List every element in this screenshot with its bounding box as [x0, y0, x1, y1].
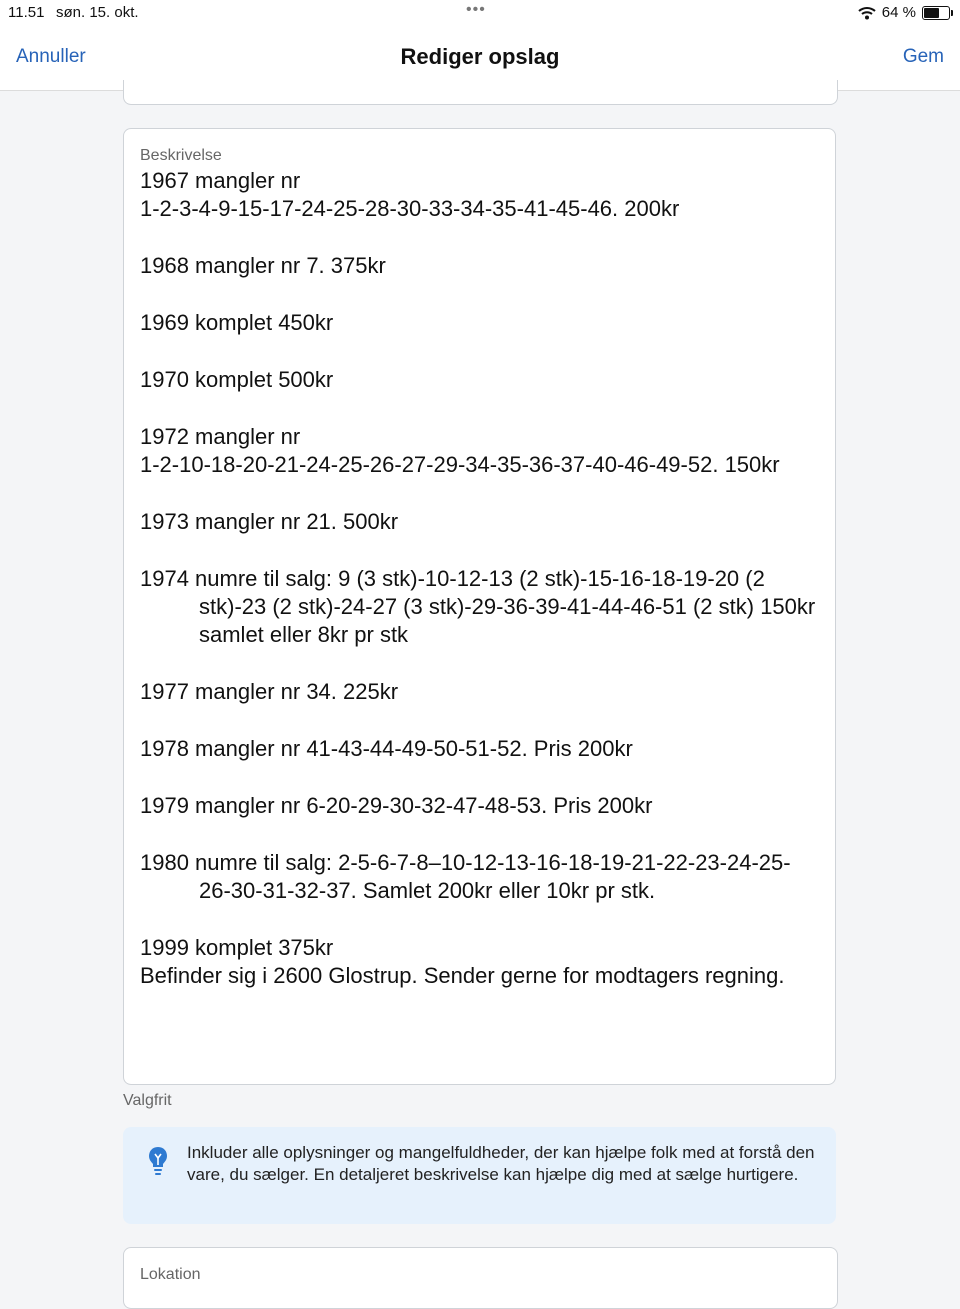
desc-line: 1980 numre til salg: 2-5-6-7-8–10-12-13-16-18-19-21-22-23-24-25-26-30-31-32-37. Samlet 200kr eller 10kr pr stk.: [140, 849, 791, 903]
wifi-icon: [858, 6, 876, 20]
desc-line: 1969 komplet 450kr: [140, 310, 334, 335]
tip-box: [123, 1127, 836, 1224]
optional-label: Valgfrit: [123, 1092, 172, 1109]
description-field[interactable]: [123, 128, 836, 1085]
location-label: Lokation: [140, 1266, 201, 1283]
status-date: søn. 15. okt.: [56, 4, 139, 21]
desc-line: 1974 numre til salg: 9 (3 stk)-10-12-13 (2 stk)-15-16-18-19-20 (2 stk)-23 (2 stk)-24-27 (3 stk)-29-36-39-41-44-46-51 (2 stk) 150kr samlet eller 8kr pr stk: [140, 565, 816, 648]
desc-line: 1970 komplet 500kr: [140, 366, 334, 392]
status-bar: [0, 0, 960, 26]
desc-line: 1-2-3-4-9-15-17-24-25-28-30-33-34-35-41-45-46. 200kr: [140, 196, 680, 222]
previous-field-card[interactable]: [123, 80, 838, 105]
battery-tip: [951, 10, 953, 16]
description-label: Beskrivelse: [140, 147, 222, 164]
status-indicators: [858, 4, 950, 21]
desc-line: Befinder sig i 2600 Glostrup. Sender gerne for modtagers regning.: [140, 963, 785, 989]
desc-line: 1972 mangler nr: [140, 423, 301, 449]
battery-percent: 64 %: [881, 4, 916, 21]
multitasking-dots-icon[interactable]: •••: [466, 1, 486, 18]
desc-line: 1967 mangler nr: [140, 168, 301, 193]
page-title: Rediger opslag: [400, 44, 560, 69]
battery-icon: [922, 6, 950, 20]
desc-line: 1968 mangler nr 7. 375kr: [140, 253, 386, 279]
battery-fill: [924, 8, 939, 18]
description-textarea[interactable]: [140, 167, 820, 991]
status-time: 11.51: [8, 4, 45, 21]
desc-line: 1979 mangler nr 6-20-29-30-32-47-48-53. Pris 200kr: [140, 792, 653, 818]
tip-text: Inkluder alle oplysninger og mangelfuldheder, der kan hjælpe folk med at forstå den vare, du sælger. En detaljeret beskrivelse kan hjælpe dig med at sælge hurtigere.: [187, 1143, 815, 1184]
desc-line: 1973 mangler nr 21. 500kr: [140, 508, 399, 534]
desc-line: 1978 mangler nr 41-43-44-49-50-51-52. Pris 200kr: [140, 736, 633, 761]
desc-line: 1999 komplet 375kr: [140, 934, 334, 960]
lightbulb-icon: [147, 1145, 169, 1177]
location-field[interactable]: [123, 1247, 838, 1309]
desc-line: 1977 mangler nr 34. 225kr: [140, 679, 399, 705]
desc-line: 1-2-10-18-20-21-24-25-26-27-29-34-35-36-37-40-46-49-52. 150kr: [140, 452, 780, 477]
save-button[interactable]: Gem: [902, 46, 944, 67]
cancel-button[interactable]: Annuller: [16, 46, 86, 67]
